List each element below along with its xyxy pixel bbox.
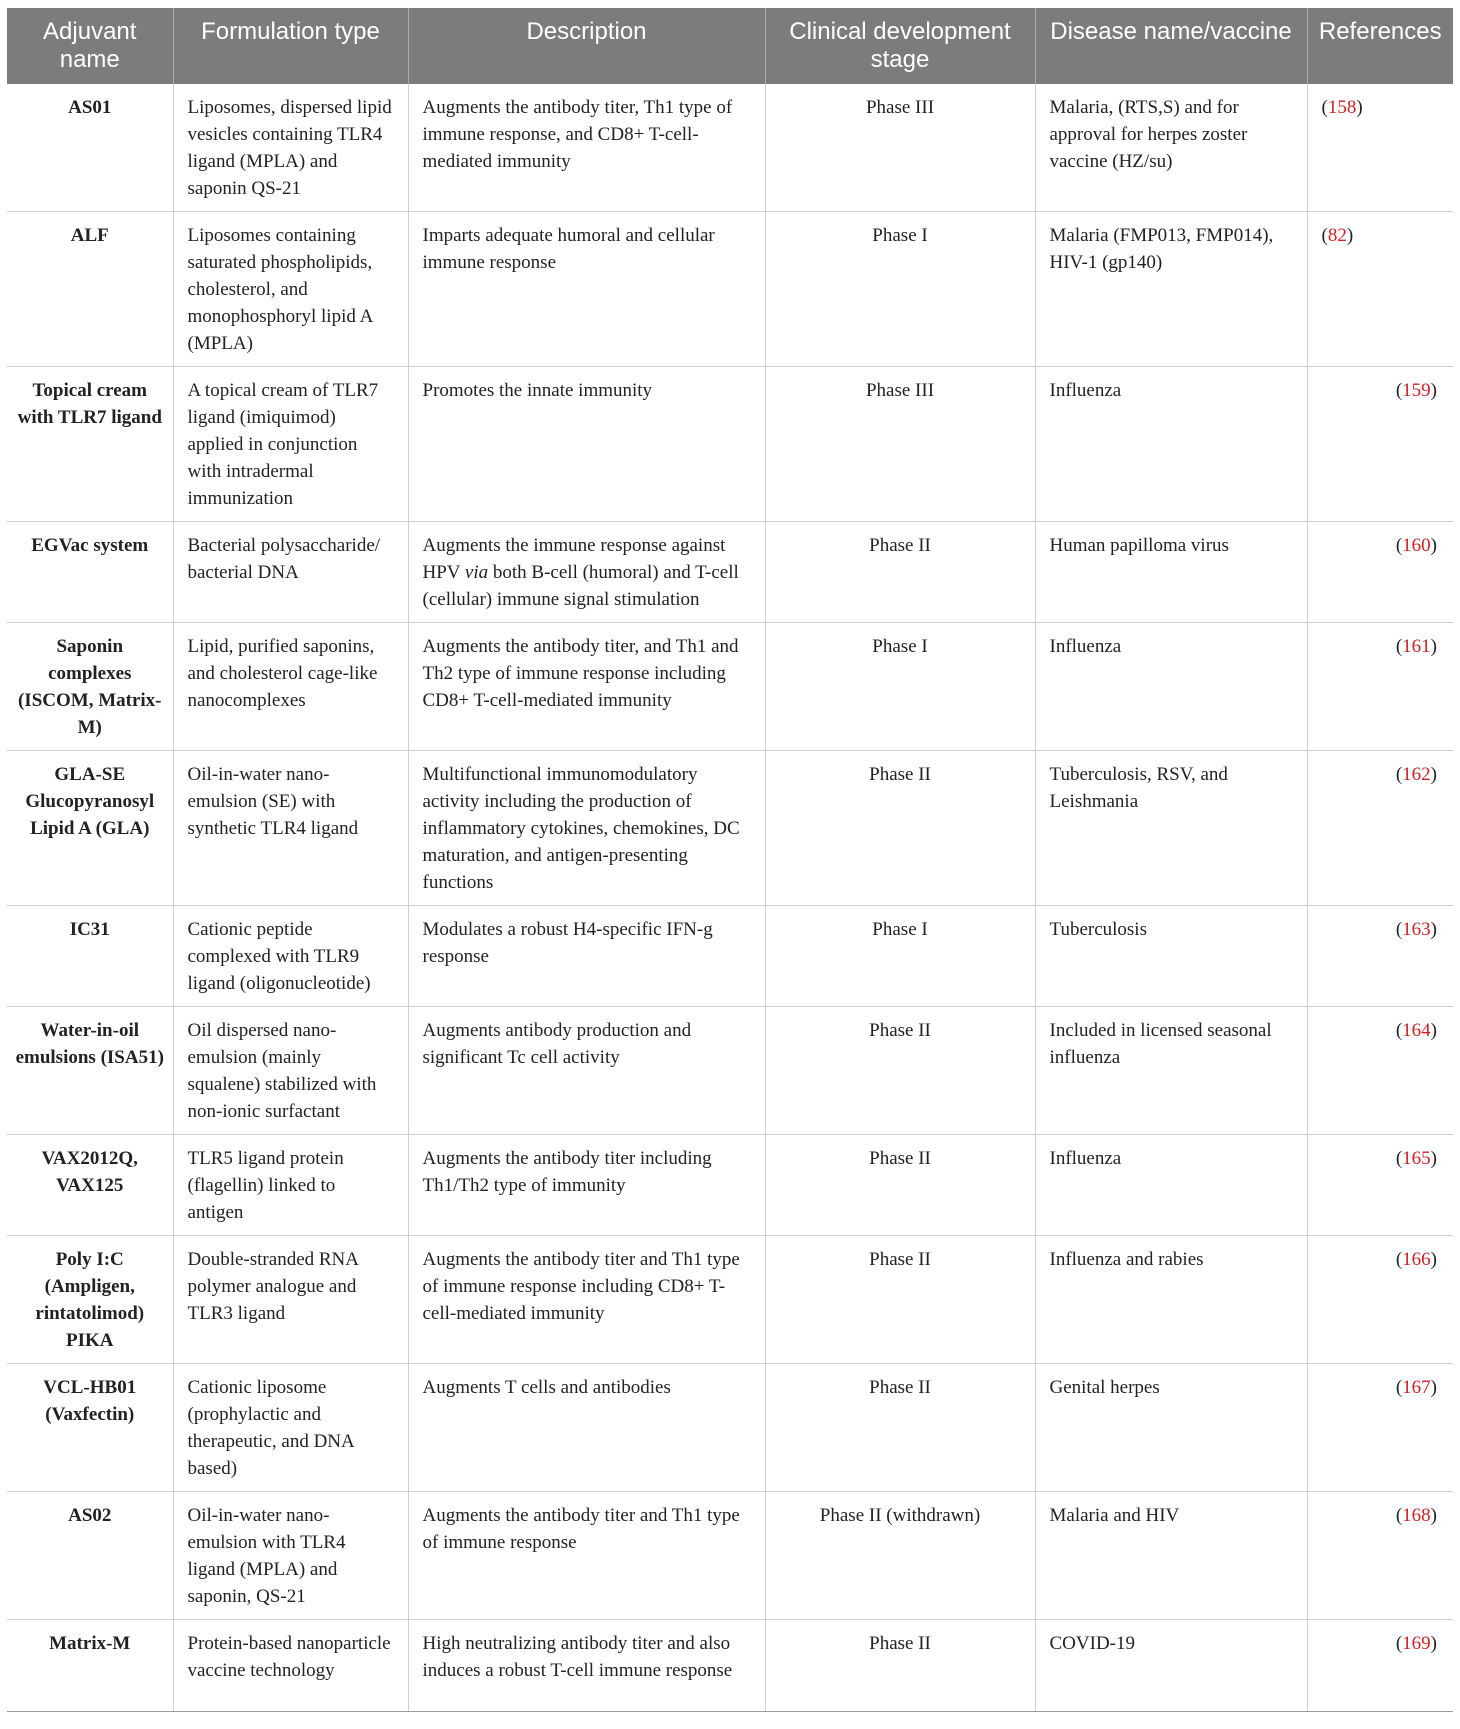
- disease-cell: Influenza: [1035, 367, 1307, 522]
- adjuvant-name-cell: Saponin complexes (ISCOM, Matrix-M): [7, 623, 173, 751]
- table-row: [7, 1364, 1453, 1492]
- adjuvant-name-cell: Poly I:C (Ampligen, rintatolimod) PIKA: [7, 1236, 173, 1364]
- header-references: References: [1307, 8, 1453, 84]
- description-cell: Promotes the innate immunity: [408, 367, 765, 522]
- reference-link[interactable]: 168: [1402, 1505, 1431, 1526]
- adjuvant-name-cell: Matrix-M: [7, 1620, 173, 1712]
- description-cell: Modulates a robust H4-specific IFN-g response: [408, 906, 765, 1007]
- description-cell: Augments the antibody titer and Th1 type of immune response: [408, 1492, 765, 1620]
- reference-link[interactable]: 164: [1402, 1020, 1431, 1041]
- description-cell: Augments the antibody titer, and Th1 and Th2 type of immune response including CD8+ T-cell-mediated immunity: [408, 623, 765, 751]
- header-disease: Disease name/vaccine: [1035, 8, 1307, 84]
- reference-link[interactable]: 162: [1402, 764, 1431, 785]
- description-cell: Augments antibody production and significant Tc cell activity: [408, 1007, 765, 1135]
- formulation-cell: Bacterial polysaccharide/ bacterial DNA: [173, 522, 408, 623]
- reference-cell: (164): [1307, 1007, 1453, 1135]
- formulation-cell: Oil-in-water nano-emulsion (SE) with synthetic TLR4 ligand: [173, 751, 408, 906]
- adjuvant-name-cell: AS02: [7, 1492, 173, 1620]
- disease-cell: Human papilloma virus: [1035, 522, 1307, 623]
- reference-cell: (163): [1307, 906, 1453, 1007]
- reference-link[interactable]: 159: [1402, 380, 1431, 401]
- disease-cell: Influenza: [1035, 623, 1307, 751]
- table-row: [7, 84, 1453, 212]
- formulation-cell: Oil-in-water nano-emulsion with TLR4 ligand (MPLA) and saponin, QS-21: [173, 1492, 408, 1620]
- table-row: [7, 751, 1453, 906]
- adjuvant-name-cell: IC31: [7, 906, 173, 1007]
- table-body: [7, 84, 1453, 1712]
- reference-link[interactable]: 169: [1402, 1633, 1431, 1654]
- table-container: [7, 8, 1453, 1712]
- formulation-cell: Oil dispersed nano-emulsion (mainly squalene) stabilized with non-ionic surfactant: [173, 1007, 408, 1135]
- table-row: [7, 212, 1453, 367]
- reference-link[interactable]: 166: [1402, 1249, 1431, 1270]
- description-text: Augments the immune response against HPV: [422, 535, 726, 583]
- stage-cell: Phase I: [765, 212, 1035, 367]
- disease-cell: Malaria (FMP013, FMP014), HIV-1 (gp140): [1035, 212, 1307, 367]
- stage-cell: Phase III: [765, 367, 1035, 522]
- reference-cell: (160): [1307, 522, 1453, 623]
- reference-cell: (166): [1307, 1236, 1453, 1364]
- disease-cell: Tuberculosis, RSV, and Leishmania: [1035, 751, 1307, 906]
- reference-link[interactable]: 161: [1402, 636, 1431, 657]
- stage-cell: Phase II: [765, 1135, 1035, 1236]
- description-cell: Augments the antibody titer, Th1 type of immune response, and CD8+ T-cell-mediated immunity: [408, 84, 765, 212]
- reference-link[interactable]: 165: [1402, 1148, 1431, 1169]
- table-row: [7, 906, 1453, 1007]
- disease-cell: Included in licensed seasonal influenza: [1035, 1007, 1307, 1135]
- table-row: [7, 522, 1453, 623]
- adjuvant-name-cell: EGVac system: [7, 522, 173, 623]
- header-clinical-stage: Clinical development stage: [765, 8, 1035, 84]
- formulation-cell: TLR5 ligand protein (flagellin) linked to antigen: [173, 1135, 408, 1236]
- description-cell: Augments T cells and antibodies: [408, 1364, 765, 1492]
- stage-cell: Phase I: [765, 623, 1035, 751]
- description-cell: Imparts adequate humoral and cellular immune response: [408, 212, 765, 367]
- reference-cell: (167): [1307, 1364, 1453, 1492]
- formulation-cell: Cationic liposome (prophylactic and therapeutic, and DNA based): [173, 1364, 408, 1492]
- table-row: [7, 1492, 1453, 1620]
- adjuvant-name-cell: ALF: [7, 212, 173, 367]
- reference-cell: (82): [1307, 212, 1453, 367]
- stage-cell: Phase II: [765, 522, 1035, 623]
- table-row: [7, 623, 1453, 751]
- stage-cell: Phase II: [765, 1236, 1035, 1364]
- description-text: both B-cell (humoral) and T-cell (cellular) immune signal stimulation: [422, 562, 739, 610]
- reference-link[interactable]: 163: [1402, 919, 1431, 940]
- disease-cell: Genital herpes: [1035, 1364, 1307, 1492]
- adjuvant-name-cell: VAX2012Q, VAX125: [7, 1135, 173, 1236]
- stage-cell: Phase II (withdrawn): [765, 1492, 1035, 1620]
- adjuvant-table: [7, 8, 1453, 1712]
- header-formulation-type: Formulation type: [173, 8, 408, 84]
- adjuvant-name-cell: Water-in-oil emulsions (ISA51): [7, 1007, 173, 1135]
- table-row: [7, 1135, 1453, 1236]
- stage-cell: Phase II: [765, 1007, 1035, 1135]
- stage-cell: Phase II: [765, 1364, 1035, 1492]
- disease-cell: COVID-19: [1035, 1620, 1307, 1712]
- reference-cell: (158): [1307, 84, 1453, 212]
- table-row: [7, 367, 1453, 522]
- description-cell: [408, 522, 765, 623]
- stage-cell: Phase II: [765, 751, 1035, 906]
- adjuvant-name-cell: VCL-HB01 (Vaxfectin): [7, 1364, 173, 1492]
- formulation-cell: Lipid, purified saponins, and cholesterol cage-like nanocomplexes: [173, 623, 408, 751]
- reference-cell: (162): [1307, 751, 1453, 906]
- header-row: [7, 8, 1453, 84]
- reference-cell: (169): [1307, 1620, 1453, 1712]
- stage-cell: Phase II: [765, 1620, 1035, 1712]
- formulation-cell: Cationic peptide complexed with TLR9 ligand (oligonucleotide): [173, 906, 408, 1007]
- stage-cell: Phase III: [765, 84, 1035, 212]
- disease-cell: Influenza: [1035, 1135, 1307, 1236]
- adjuvant-name-cell: Topical cream with TLR7 ligand: [7, 367, 173, 522]
- disease-cell: Tuberculosis: [1035, 906, 1307, 1007]
- adjuvant-name-cell: GLA-SE Glucopyranosyl Lipid A (GLA): [7, 751, 173, 906]
- formulation-cell: Liposomes, dispersed lipid vesicles containing TLR4 ligand (MPLA) and saponin QS-21: [173, 84, 408, 212]
- table-row: [7, 1007, 1453, 1135]
- formulation-cell: Double-stranded RNA polymer analogue and TLR3 ligand: [173, 1236, 408, 1364]
- description-cell: Augments the antibody titer and Th1 type of immune response including CD8+ T-cell-mediated immunity: [408, 1236, 765, 1364]
- reference-cell: (159): [1307, 367, 1453, 522]
- reference-link[interactable]: 82: [1327, 225, 1347, 246]
- stage-cell: Phase I: [765, 906, 1035, 1007]
- reference-link[interactable]: 160: [1402, 535, 1431, 556]
- formulation-cell: A topical cream of TLR7 ligand (imiquimod) applied in conjunction with intradermal immunization: [173, 367, 408, 522]
- table-row: [7, 1620, 1453, 1712]
- description-italic: via: [464, 562, 489, 583]
- formulation-cell: Protein-based nanoparticle vaccine technology: [173, 1620, 408, 1712]
- reference-cell: (165): [1307, 1135, 1453, 1236]
- adjuvant-name-cell: AS01: [7, 84, 173, 212]
- disease-cell: Malaria and HIV: [1035, 1492, 1307, 1620]
- disease-cell: Malaria, (RTS,S) and for approval for herpes zoster vaccine (HZ/su): [1035, 84, 1307, 212]
- reference-link[interactable]: 158: [1327, 97, 1357, 118]
- table-header: [7, 8, 1453, 84]
- description-cell: Multifunctional immunomodulatory activity including the production of inflammatory cytokines, chemokines, DC maturation, and antigen-presenting functions: [408, 751, 765, 906]
- reference-cell: (168): [1307, 1492, 1453, 1620]
- table-row: [7, 1236, 1453, 1364]
- formulation-cell: Liposomes containing saturated phospholipids, cholesterol, and monophosphoryl lipid A (MPLA): [173, 212, 408, 367]
- reference-cell: (161): [1307, 623, 1453, 751]
- disease-cell: Influenza and rabies: [1035, 1236, 1307, 1364]
- header-description: Description: [408, 8, 765, 84]
- reference-link[interactable]: 167: [1402, 1377, 1431, 1398]
- description-cell: Augments the antibody titer including Th1/Th2 type of immunity: [408, 1135, 765, 1236]
- description-cell: High neutralizing antibody titer and also induces a robust T-cell immune response: [408, 1620, 765, 1712]
- header-adjuvant-name: Adjuvant name: [7, 8, 173, 84]
